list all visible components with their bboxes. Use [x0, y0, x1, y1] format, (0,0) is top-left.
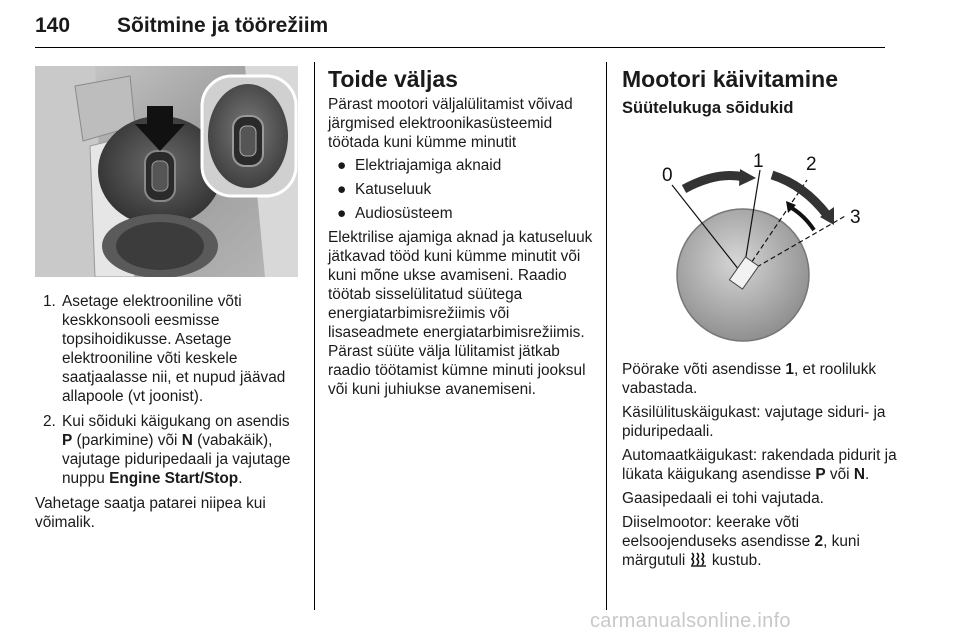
position-0-label: 0	[662, 165, 673, 186]
step-text: (parkimine) või	[72, 432, 182, 449]
left-column	[35, 292, 300, 537]
step-number: 2.	[43, 413, 56, 430]
power-off-intro: Pärast mootori väljalülitamist võivad järgmised elektroonikasüsteemid töötada kuni kümme minutit	[328, 96, 573, 151]
position-3-label: 3	[850, 207, 861, 228]
list-item: ● Elektriajamiga aknaid	[337, 157, 502, 174]
step-rotate-key: Pöörake võti asendisse 1, et roolilukk vabastada.	[622, 361, 877, 397]
right-column	[622, 66, 892, 119]
bullet-icon: ●	[337, 181, 347, 198]
list-item: ● Audiosüsteem	[337, 205, 453, 222]
bullet-icon: ●	[337, 157, 347, 174]
steps-list	[35, 292, 300, 488]
page-number: 140	[35, 14, 71, 37]
gear-p: P	[62, 432, 73, 449]
watermark: carmanualsonline.info	[590, 610, 791, 632]
engine-start-stop-label: Engine Start/Stop	[109, 470, 239, 487]
battery-note: Vahetage saatja patarei niipea kui võimalik.	[35, 495, 266, 531]
ignition-lock-subheading: Süütelukuga sõidukid	[622, 99, 794, 117]
step-text: Asetage elektrooniline võti keskkonsooli eesmisse topsihoidikusse. Asetage elektrooniline võti keskele saatjaalasse nii, et nupud jäävad allapoole (vt joonist).	[62, 293, 286, 405]
page-header	[35, 14, 885, 46]
console-key-photo	[35, 66, 298, 277]
step-1	[35, 292, 300, 406]
step-2: 2. Kui sõiduki käigukang on asendis P (parkimine) või N (vabakäik), vajutage piduripedaali ja vajutage nuppu Engine Start/Stop.	[43, 413, 291, 487]
manual-gearbox-text: Käsilülituskäigukast: vajutage siduri- ja piduripedaali.	[622, 404, 886, 440]
column-divider-right	[606, 62, 607, 610]
step-text: (vabakäik), vajutage piduripedaali ja vajutage nuppu	[62, 432, 291, 487]
column-divider-left	[314, 62, 315, 610]
bullet-icon: ●	[337, 205, 347, 222]
engine-start-heading: Mootori käivitamine	[622, 66, 838, 92]
step-text: Kui sõiduki käigukang on asendis	[62, 413, 290, 430]
power-off-heading: Toide väljas	[328, 66, 458, 92]
accelerator-warning: Gaasipedaali ei tohi vajutada.	[622, 490, 824, 507]
step-number: 1.	[43, 293, 56, 310]
gear-n: N	[181, 432, 193, 449]
position-2-label: 2	[806, 154, 817, 175]
automatic-gearbox-text: Automaatkäigukast: rakendada pidurit ja lükata käigukang asendisse P või N.	[622, 447, 897, 483]
middle-column	[328, 66, 596, 404]
power-off-paragraph: Elektrilise ajamiga aknad ja katuseluuk jätkavad tööd kuni kümme minutit või kuni mõne ukse avamiseni. Raadio töötab sisselülitatud süütega energiatarbimisrežiimis või lisaseadmete energiatarbimisrežiimis. Pärast süüte välja lülitamist jätkab raadio töötamist kümne minuti jooksul või kuni juhiukse avanemiseni.	[328, 229, 593, 398]
retained-systems-list	[328, 156, 596, 223]
header-rule	[35, 47, 885, 48]
list-item: ● Katuseluuk	[337, 181, 432, 198]
glow-plug-icon	[690, 551, 708, 567]
right-column-text	[622, 360, 897, 575]
position-1-label: 1	[753, 151, 764, 172]
diesel-text: Diiselmootor: keerake võti eelsoojenduseks asendisse 2, kuni märgutuli kustub.	[622, 514, 860, 569]
ignition-dial-figure	[622, 145, 872, 345]
section-title: Sõitmine ja töörežiim	[117, 14, 329, 37]
